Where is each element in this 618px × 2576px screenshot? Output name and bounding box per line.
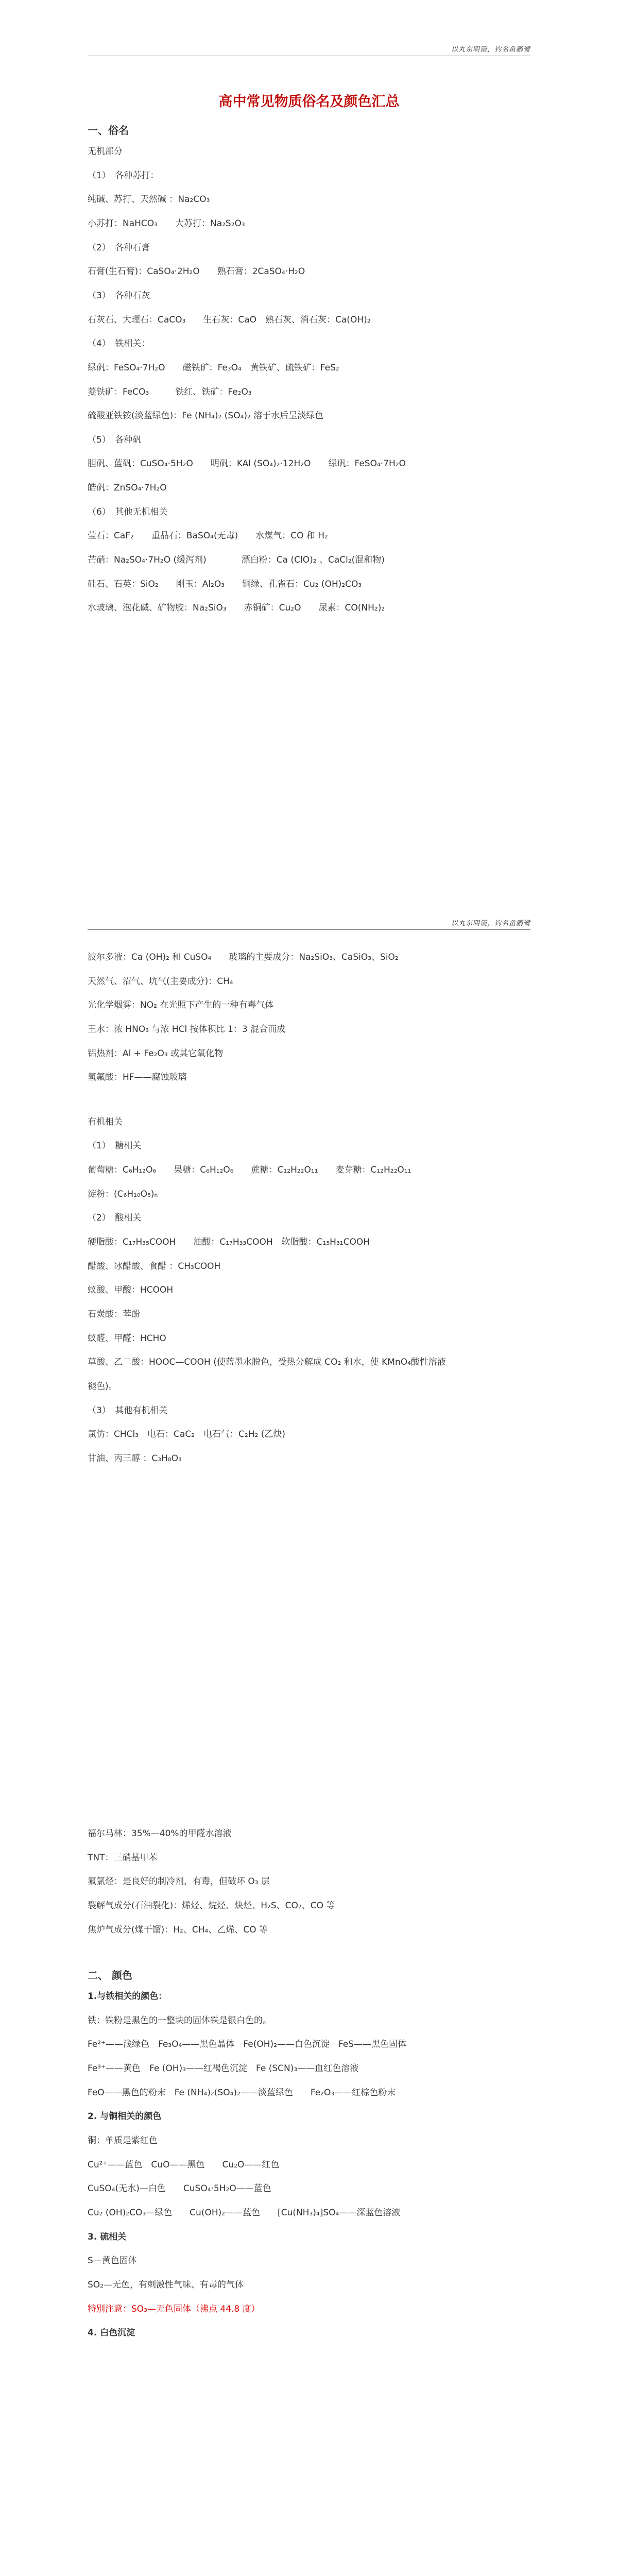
text-line: 裂解气成分(石油裂化)：烯烃、烷烃、炔烃、H₂S、CO₂、CO 等 — [88, 1900, 335, 1911]
text-line: 胆矾、蓝矾：CuSO₄·5H₂O 明矾：KAl (SO₄)₂·12H₂O 绿矾：FeSO₄·7H₂O — [88, 459, 406, 469]
text-line: 福尔马林：35%—40%的甲醛水溶液 — [88, 1828, 232, 1839]
subsection-heading: 2. 与铜相关的颜色 — [88, 2111, 162, 2122]
text-line: 石炭酸：苯酚 — [88, 1309, 140, 1319]
text-line: 铝热剂：Al + Fe₂O₃ 或其它氧化物 — [88, 1048, 224, 1059]
header-rule — [88, 929, 530, 930]
text-line: 光化学烟雾：NO₂ 在光照下产生的一种有毒气体 — [88, 1000, 274, 1011]
text-line: 氯仿：CHCl₃ 电石：CaC₂ 电石气：C₂H₂ (乙炔) — [88, 1429, 285, 1440]
text-line: 草酸、乙二酸：HOOC—COOH (使蓝墨水脱色，受热分解成 CO₂ 和水，使 KMnO₄酸性溶液 — [88, 1357, 446, 1368]
text-line: Fe²⁺——浅绿色 Fe₃O₄——黑色晶体 Fe(OH)₂——白色沉淀 FeS——黑色固体 — [88, 2039, 407, 2050]
spacer — [88, 1095, 530, 1105]
text-line: 褪色)。 — [88, 1381, 117, 1392]
text-line: 石膏(生石膏)：CaSO₄·2H₂O 熟石膏：2CaSO₄·H₂O — [88, 266, 305, 277]
text-line: （2） 各种石膏 — [88, 242, 150, 253]
text-line: S—黄色固体 — [88, 2256, 137, 2266]
document-title: 高中常见物质俗名及颜色汇总 — [218, 94, 400, 110]
text-line: 醋酸、冰醋酸、食醋 ：CH₃COOH — [88, 1261, 221, 1272]
text-line: 天然气、沼气、坑气(主要成分)：CH₄ — [88, 976, 233, 987]
text-line: （3） 各种石灰 — [88, 290, 150, 301]
text-line: Cu²⁺——蓝色 CuO——黑色 Cu₂O——红色 — [88, 2159, 280, 2170]
text-line: 王水：浓 HNO₃ 与浓 HCl 按体积比 1：3 混合而成 — [88, 1024, 286, 1035]
text-line: 甘油、丙三醇 ：C₃H₈O₃ — [88, 1453, 182, 1464]
text-line: 焦炉气成分(煤干馏)：H₂、CH₄、乙烯、CO 等 — [88, 1924, 268, 1935]
text-line: 纯碱、苏打、天然碱 ：Na₂CO₃ — [88, 194, 210, 205]
text-line: TNT：三硝基甲苯 — [88, 1852, 158, 1863]
page-1 — [0, 0, 618, 874]
text-line: （2） 酸相关 — [88, 1213, 142, 1224]
text-line: 莹石：CaF₂ 重晶石：BaSO₄(无毒) 水煤气：CO 和 H₂ — [88, 531, 328, 541]
text-line: （5） 各种矾 — [88, 434, 142, 445]
text-line: （1） 糖相关 — [88, 1141, 142, 1151]
text-line: CuSO₄(无水)—白色 CuSO₄·5H₂O——蓝色 — [88, 2183, 271, 2194]
text-line: 菱铁矿：FeCO₃ 铁红、铁矿：Fe₂O₃ — [88, 386, 252, 397]
text-line: SO₂—无色，有刺激性气味、有毒的气体 — [88, 2279, 244, 2290]
text-line: 铜：单质是紫红色 — [88, 2136, 158, 2146]
text-line: 蚁酸、甲酸：HCOOH — [88, 1285, 174, 1296]
text-line: 氟氯烃：是良好的制冷剂，有毒，但破坏 O₃ 层 — [88, 1876, 270, 1887]
text-line: 硬脂酸：C₁₇H₃₅COOH 油酸：C₁₇H₃₃COOH 软脂酸：C₁₅H₃₁COOH — [88, 1237, 370, 1248]
page-header-motto: 以丸东明镜，钓名鱼鹏鹭 — [451, 920, 530, 927]
text-line: Cu₂ (OH)₂CO₃—绿色 Cu(OH)₂——蓝色 [Cu(NH₃)₄]SO₄——深蓝色溶液 — [88, 2207, 401, 2218]
text-line: （1） 各种苏打： — [88, 170, 159, 181]
section-heading: 一、俗名 — [88, 124, 129, 137]
text-line: 氢氟酸：HF——腐蚀玻璃 — [88, 1072, 187, 1083]
text-line: 石灰石、大理石：CaCO₃ 生石灰：CaO 熟石灰、消石灰：Ca(OH)₂ — [88, 314, 371, 325]
page-header-motto: 以丸东明镜，钓名鱼鹏鹭 — [451, 46, 530, 54]
text-line: 小苏打：NaHCO₃ 大苏打：Na₂S₂O₃ — [88, 218, 245, 229]
page-body — [88, 1827, 530, 2351]
text-line: 硫酸亚铁铵(淡蓝绿色)：Fe (NH₄)₂ (SO₄)₂ 溶于水后呈淡绿色 — [88, 411, 324, 421]
text-line: FeO——黑色的粉末 Fe (NH₄)₂(SO₄)₂——淡蓝绿色 Fe₂O₃——红棕色粉末 — [88, 2087, 396, 2098]
spacer — [88, 1947, 530, 1957]
page-body — [88, 92, 530, 626]
text-line: （3） 其他有机相关 — [88, 1405, 168, 1416]
text-line: 芒硝：Na₂SO₄·7H₂O (缓泻剂) 漂白粉：Ca (ClO)₂ 、CaCl₂(混和物) — [88, 555, 385, 566]
text-line: 葡萄糖：C₆H₁₂O₆ 果糖：C₆H₁₂O₆ 蔗糖：C₁₂H₂₂O₁₁ 麦芽糖：C₁₂H₂₂O₁₁ — [88, 1165, 411, 1176]
text-line: 硅石、石英：SiO₂ 刚玉：Al₂O₃ 铜绿、孔雀石：Cu₂ (OH)₂CO₃ — [88, 579, 362, 589]
text-line: Fe³⁺——黄色 Fe (OH)₃——红褐色沉淀 Fe (SCN)₃——血红色溶液 — [88, 2063, 359, 2074]
text-line: 水玻璃、泡花碱、矿物胶：Na₂SiO₃ 赤铜矿：Cu₂O 尿素：CO(NH₂)₂ — [88, 603, 385, 614]
highlight-note: 特别注意：SO₃—无色固体（沸点 44.8 度） — [88, 2303, 260, 2314]
text-line: 蚁醛、甲醛：HCHO — [88, 1333, 166, 1344]
section-heading: 二、 颜色 — [88, 1969, 132, 1982]
text-line: 无机部分 — [88, 146, 123, 157]
text-line: 淀粉：(C₆H₁₀O₅)ₙ — [88, 1189, 158, 1199]
page-body — [88, 951, 530, 1476]
subsection-heading: 3. 硫相关 — [88, 2231, 127, 2242]
text-line: 皓矾：ZnSO₄·7H₂O — [88, 483, 167, 494]
text-line: 波尔多液：Ca (OH)₂ 和 CuSO₄ 玻璃的主要成分：Na₂SiO₃、CaSiO₃、SiO₂ — [88, 952, 399, 962]
text-line: 绿矾：FeSO₄·7H₂O 磁铁矿：Fe₃O₄ 黄铁矿、硫铁矿：FeS₂ — [88, 362, 339, 373]
text-line: 有机相关 — [88, 1116, 123, 1127]
subsection-heading: 4. 白色沉淀 — [88, 2328, 135, 2338]
text-line: （6） 其他无机相关 — [88, 506, 168, 517]
page-3 — [0, 1748, 618, 2576]
text-line: 铁：铁粉是黑色的一整块的固体铁是银白色的。 — [88, 2015, 271, 2026]
page-2 — [0, 874, 618, 1748]
text-line: （4） 铁相关： — [88, 338, 150, 349]
subsection-heading: 1.与铁相关的颜色： — [88, 1991, 167, 2002]
